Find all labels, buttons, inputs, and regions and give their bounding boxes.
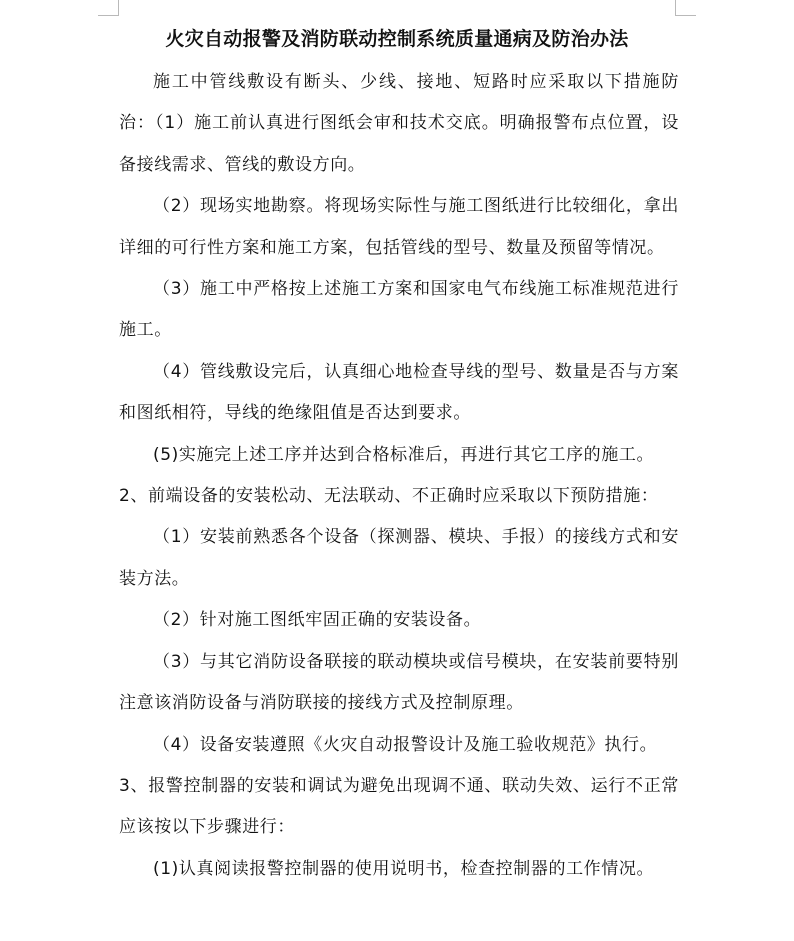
paragraph: （4）设备安装遵照《火灾自动报警设计及施工验收规范》执行。 bbox=[153, 734, 658, 755]
paragraph: （2）针对施工图纸牢固正确的安装设备。 bbox=[153, 610, 482, 631]
paragraph: (5)实施完上述工序并达到合格标准后，再进行其它工序的施工。 bbox=[153, 444, 655, 465]
paragraph: （2）现场实地勘察。将现场实际性与施工图纸进行比较细化，拿出详细的可行性方案和施工方案，包括管线的型号、数量及预留等情况。 bbox=[119, 196, 679, 258]
page-title: 火灾自动报警及消防联动控制系统质量通病及防治办法 bbox=[165, 28, 629, 50]
paragraph: （4）管线敷设完后，认真细心地检查导线的型号、数量是否与方案和图纸相符，导线的绝缘阻值是否达到要求。 bbox=[119, 361, 679, 424]
paragraph: （3）与其它消防设备联接的联动模块或信号模块，在安装前要特别注意该消防设备与消防联接的接线方式及控制原理。 bbox=[119, 651, 679, 714]
crop-mark-top-right-horizontal bbox=[675, 15, 696, 16]
crop-mark-top-left-horizontal bbox=[98, 15, 119, 16]
paragraph: (1)认真阅读报警控制器的使用说明书，检查控制器的工作情况。 bbox=[153, 858, 655, 879]
paragraph: （3）施工中严格按上述施工方案和国家电气布线施工标准规范进行施工。 bbox=[119, 279, 679, 341]
section-heading-paragraph: 2、前端设备的安装松动、无法联动、不正确时应采取以下预防措施： bbox=[119, 486, 659, 507]
document-body bbox=[119, 62, 679, 890]
paragraph: 施工中管线敷设有断头、少线、接地、短路时应采取以下措施防治：（1）施工前认真进行图纸会审和技术交底。明确报警布点位置，设备接线需求、管线的敷设方向。 bbox=[119, 72, 679, 175]
crop-mark-top-right-vertical bbox=[675, 0, 676, 16]
crop-mark-top-left-vertical bbox=[118, 0, 119, 16]
section-heading-paragraph: 3、报警控制器的安装和调试为避免出现调不通、联动失效、运行不正常应该按以下步骤进行： bbox=[119, 775, 679, 838]
paragraph: （1）安装前熟悉各个设备（探测器、模块、手报）的接线方式和安装方法。 bbox=[119, 527, 679, 589]
